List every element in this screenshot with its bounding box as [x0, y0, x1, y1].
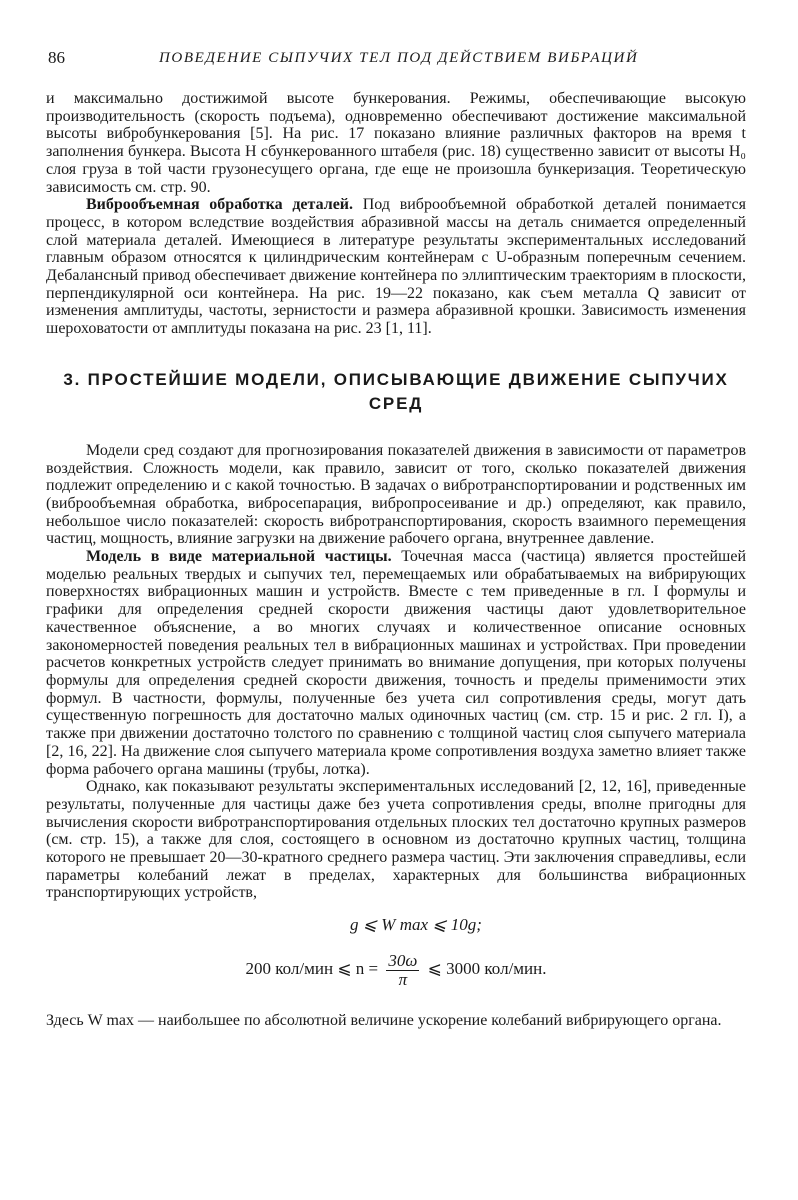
paragraph-models-intro [46, 442, 746, 548]
paragraph-vibro-processing [46, 196, 746, 338]
last-paragraph-block [46, 1012, 746, 1030]
formula-left: 200 кол/мин ⩽ n = [245, 958, 379, 978]
running-title: ПОВЕДЕНИЕ СЫПУЧИХ ТЕЛ ПОД ДЕЙСТВИЕМ ВИБРАЦИЙ [159, 50, 639, 66]
formula-fraction [386, 952, 419, 988]
formula-acceleration-range: g ⩽ W max ⩽ 10g; [350, 915, 482, 935]
paragraph-text: Под виброобъемной обработкой деталей понимается процесс, в котором вследствие воздействия абразивной массы на деталь снимается определенный слой материала деталей. Имеющиеся в литературе результаты экспериментальных исследований главным образом относятся к цилиндрическим контейнерам с U-образным поперечным сечением. Дебалансный привод обеспечивает движение контейнера по эллиптическим траекториям в плоскости, перпендикулярной оси контейнера. На рис. 19—22 показано, как съем металла Q зависит от изменения амплитуды, частоты, зернистости и размера абразивной крошки. Зависимость изменения шероховатости от амплитуды показана на рис. 23 [1, 11]. [46, 196, 747, 338]
paragraph-text: Однако, как показывают результаты экспериментальных исследований [2, 12, 16], приведенные результаты, полученные для частицы даже без учета сопротивления среды, вполне пригодны для вычисления скорости вибротранспортирования отдельных плоских тел достаточно крупных размеров (см. стр. 15), а также для слоя, состоящего в основном из достаточно крупных частиц, толщина которого не превышает 20—30-кратного среднего размера частиц. Эти заключения справедливы, если параметры колебаний лежат в пределах, характерных для большинства вибрационных транспортирующих устройств, [46, 778, 746, 902]
paragraph-wmax-definition [46, 1012, 746, 1030]
formula-right: ⩽ 3000 кол/мин. [427, 958, 547, 978]
paragraph-text: и максимально достижимой высоте бункерования. Режимы, обеспечивающие высокую производительность (скорость подъема), одновременно обеспечивают достижение максимальной высоты вибробункерования [5]. На рис. 17 показано влияние различных факторов на время t заполнения бункера. Высота H сбункерованного штабеля (рис. 18) существенно зависит от высоты H₀ слоя груза в той части грузонесущего органа, где еще не произошла бункеризация. Теоретическую зависимость см. стр. 90. [46, 90, 746, 196]
paragraph-text: Точечная масса (частица) является простейшей моделью реальных твердых и сыпучих тел, перемещаемых или обрабатываемых на вибрирующих поверхностях вибрационных машин и устройств. Вместе с тем приведенные в гл. I формулы и графики для определения средней скорости движения частицы дают удовлетворительное качественное объяснение, а во многих случаях и количественное описание основных закономерностей поведения реальных тел в вибрационных машинах и устройствах. При проведении расчетов конкретных устройств следует принимать во внимание допущения, при которых получены формулы для определения средней скорости движения, точность и пределы применимости этих формул. В частности, формулы, полученные без учета сил сопротивления среды, могут дать существенную погрешность для достаточно малых одиночных частиц (см. стр. 15 и рис. 2 гл. I), а также при движении достаточно толстого по сравнению с толщиной частиц слоя сыпучего материала [2, 16, 22]. На движение слоя сыпучего материала кроме сопротивления воздуха заметно влияет также форма рабочего органа машины (трубы, лотка). [46, 548, 747, 778]
run-in-heading: Виброобъемная обработка деталей. [86, 196, 354, 214]
section-heading: 3. ПРОСТЕЙШИЕ МОДЕЛИ, ОПИСЫВАЮЩИЕ ДВИЖЕНИЕ СЫПУЧИХ СРЕД [63, 369, 729, 413]
page-number: 86 [48, 48, 65, 67]
page-header [44, 48, 754, 74]
fraction-denominator: π [398, 969, 408, 989]
paragraph-continuation [46, 90, 746, 196]
paragraph-however [46, 778, 746, 902]
page-body [46, 90, 746, 1030]
paragraph-material-particle [46, 548, 746, 778]
fraction-numerator: 30ω [388, 950, 418, 970]
paragraph-text: Здесь W max — наибольшее по абсолютной величине ускорение колебаний вибрирующего органа. [46, 1012, 722, 1030]
paragraph-text: Модели сред создают для прогнозирования показателей движения в зависимости от параметров воздействия. Сложность модели, как правило, зависит от того, сколько показателей движения подлежит определению и с какой точностью. В задачах о вибротранспортировании и родственных им (виброобъемная обработка, вибросепарация, вибропросеивание и др.) определяют, как правило, небольшое число показателей: скорость вибротранспортирования, скорость взаимного перемещения частиц, мощность, влияние загрузки на движение рабочего органа, внутреннее давление. [46, 441, 746, 548]
formula-frequency-range [46, 952, 746, 988]
run-in-heading: Модель в виде материальной частицы. [86, 548, 392, 566]
